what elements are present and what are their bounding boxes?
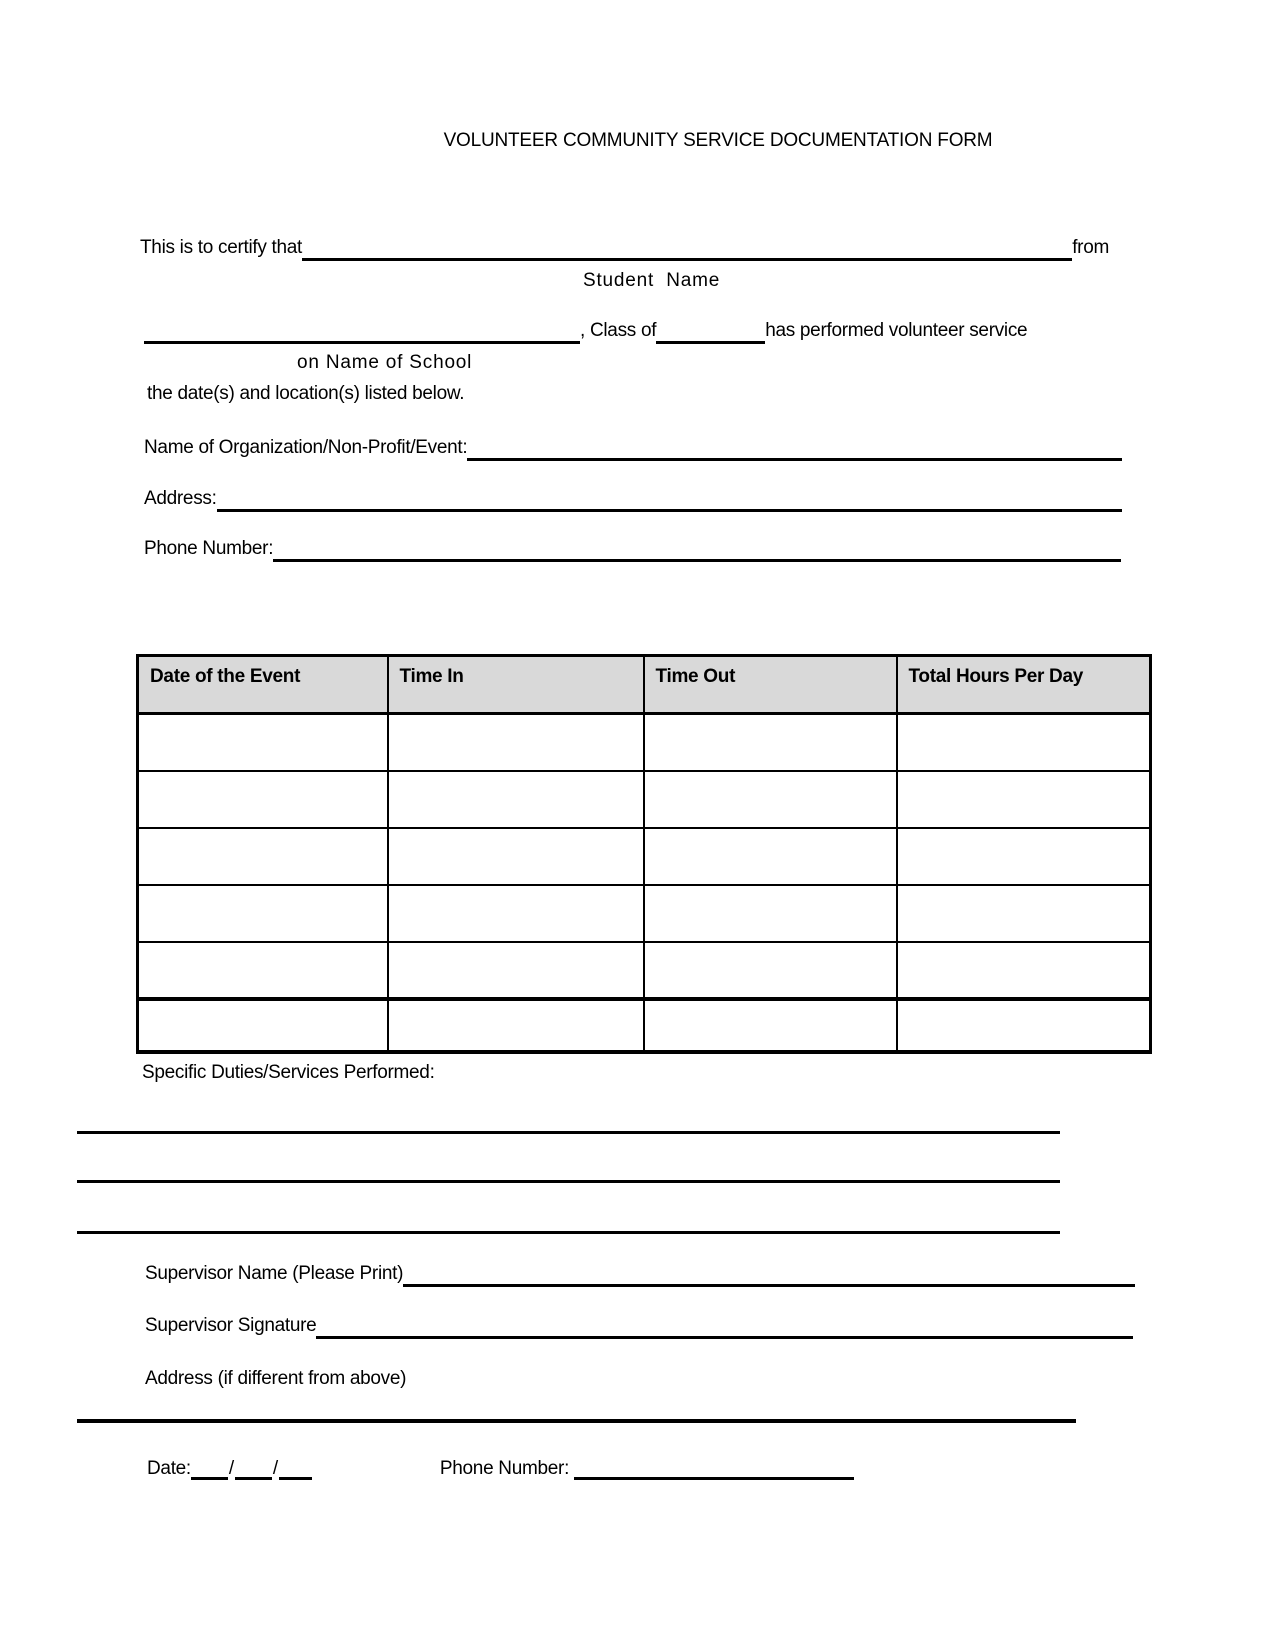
table-cell[interactable] <box>897 714 1151 771</box>
supervisor-address-field[interactable] <box>77 1419 1076 1423</box>
table-row <box>138 942 1151 999</box>
table-row <box>138 771 1151 828</box>
school-name-caption: on Name of School <box>297 352 473 373</box>
table-cell[interactable] <box>897 999 1151 1052</box>
table-cell[interactable] <box>644 999 897 1052</box>
date-separator-2: / <box>272 1458 278 1479</box>
table-cell[interactable] <box>388 942 644 999</box>
table-row <box>138 885 1151 942</box>
school-class-line <box>144 318 1088 344</box>
date-year-field[interactable] <box>279 1464 312 1480</box>
organization-label: Name of Organization/Non-Profit/Event: <box>144 437 468 458</box>
school-name-field[interactable] <box>144 318 580 344</box>
table-cell[interactable] <box>644 828 897 885</box>
table-cell[interactable] <box>644 714 897 771</box>
table-cell[interactable] <box>138 714 388 771</box>
supervisor-phone-label: Phone Number: <box>439 1458 570 1479</box>
date-label: Date: <box>147 1458 191 1479</box>
table-header-row <box>138 656 1151 714</box>
table-cell[interactable] <box>388 714 644 771</box>
class-of-label: , Class of <box>580 320 657 341</box>
student-name-caption: Student Name <box>583 270 721 291</box>
performed-service-label: has performed volunteer service <box>765 320 1028 341</box>
header-date-of-event: Date of the Event <box>138 656 388 714</box>
table-cell[interactable] <box>138 771 388 828</box>
dates-locations-text: the date(s) and location(s) listed below. <box>147 383 465 404</box>
organization-line <box>144 435 1122 461</box>
student-name-field[interactable] <box>302 235 1072 261</box>
table-cell[interactable] <box>644 771 897 828</box>
address-field[interactable] <box>217 486 1122 512</box>
hours-table-body <box>138 714 1151 1052</box>
table-cell[interactable] <box>138 885 388 942</box>
date-phone-line <box>147 1456 854 1482</box>
organization-field[interactable] <box>467 435 1122 461</box>
supervisor-phone-field[interactable] <box>574 1464 854 1480</box>
table-cell[interactable] <box>897 771 1151 828</box>
duties-line-2[interactable] <box>77 1180 1060 1183</box>
header-time-out: Time Out <box>644 656 897 714</box>
table-cell[interactable] <box>897 885 1151 942</box>
table-row <box>138 828 1151 885</box>
address-line <box>144 486 1122 512</box>
duties-line-1[interactable] <box>77 1131 1060 1134</box>
certify-line <box>140 235 1109 261</box>
phone-label: Phone Number: <box>144 538 274 559</box>
table-cell[interactable] <box>388 885 644 942</box>
supervisor-signature-line <box>145 1313 1133 1339</box>
table-cell[interactable] <box>388 828 644 885</box>
table-cell[interactable] <box>388 999 644 1052</box>
certify-suffix-label: from <box>1072 237 1109 258</box>
supervisor-name-field[interactable] <box>403 1261 1135 1287</box>
table-cell[interactable] <box>644 942 897 999</box>
certify-prefix-label: This is to certify that <box>140 237 303 258</box>
table-row <box>138 999 1151 1052</box>
table-cell[interactable] <box>138 942 388 999</box>
class-year-field[interactable] <box>656 318 765 344</box>
duties-label: Specific Duties/Services Performed: <box>142 1062 435 1083</box>
table-cell[interactable] <box>897 942 1151 999</box>
supervisor-name-label: Supervisor Name (Please Print) <box>145 1263 404 1284</box>
date-day-field[interactable] <box>235 1464 272 1480</box>
hours-table <box>136 654 1152 1054</box>
form-title: VOLUNTEER COMMUNITY SERVICE DOCUMENTATION FORM <box>443 130 993 151</box>
header-total-hours: Total Hours Per Day <box>897 656 1151 714</box>
supervisor-signature-label: Supervisor Signature <box>145 1315 317 1336</box>
table-cell[interactable] <box>138 999 388 1052</box>
supervisor-signature-field[interactable] <box>316 1313 1133 1339</box>
phone-field[interactable] <box>273 536 1121 562</box>
phone-line <box>144 536 1121 562</box>
supervisor-name-line <box>145 1261 1135 1287</box>
table-cell[interactable] <box>138 828 388 885</box>
table-row <box>138 714 1151 771</box>
date-month-field[interactable] <box>191 1464 228 1480</box>
header-time-in: Time In <box>388 656 644 714</box>
date-separator-1: / <box>228 1458 234 1479</box>
address-label: Address: <box>144 488 217 509</box>
duties-line-3[interactable] <box>77 1231 1060 1234</box>
table-cell[interactable] <box>897 828 1151 885</box>
supervisor-address-label: Address (if different from above) <box>145 1368 407 1389</box>
table-cell[interactable] <box>388 771 644 828</box>
table-cell[interactable] <box>644 885 897 942</box>
